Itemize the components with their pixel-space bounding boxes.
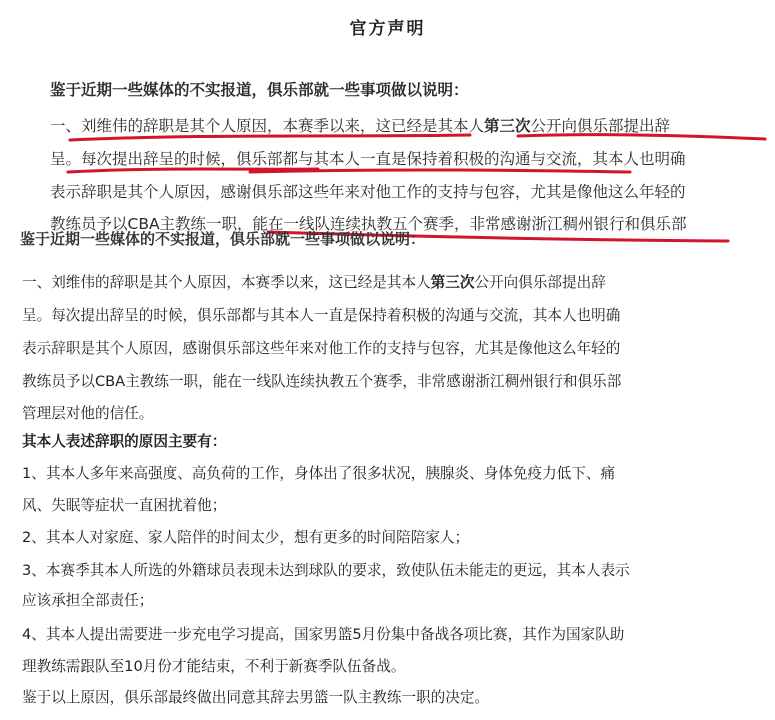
top-line-2: 呈。每次提出辞呈的时候，俱乐部都与其本人一直是保持着积极的沟通与交流，其本人也明确	[50, 150, 686, 168]
top-line-1-text: 一、刘维伟的辞职是其个人原因，本赛季以来，这已经是其本人	[50, 117, 485, 135]
top-line-1-after: 公开向俱乐部提出辞	[530, 117, 671, 135]
body-line-4: 教练员予以CBA主教练一职，能在一线队连续执教五个赛季，非常感谢浙江稠州银行和俱乐部	[22, 373, 622, 390]
body-line-1-after: 公开向俱乐部提出辞	[474, 274, 606, 291]
page-title: 官方声明	[349, 19, 426, 39]
body-line-7: 1、其本人多年来高强度、高负荷的工作，身体出了很多状况，胰腺炎、身体免疫力低下、痛	[22, 465, 616, 482]
reasons-heading: 其本人表述辞职的原因主要有：	[22, 433, 227, 450]
body-line-8: 风、失眠等症状一直困扰着他；	[22, 497, 227, 514]
red-underline-4	[250, 170, 630, 172]
top-line-1	[50, 116, 670, 136]
body-line-5: 管理层对他的信任。	[22, 405, 154, 422]
body-line-14: 鉴于以上原因，俱乐部最终做出同意其辞去男篮一队主教练一职的决定。	[22, 689, 490, 706]
intro-text: 鉴于近期一些媒体的不实报道，俱乐部就一些事项做以说明：	[50, 81, 469, 99]
red-underline-3	[68, 169, 318, 172]
annotated-excerpt	[0, 0, 775, 245]
cropped-line	[20, 230, 770, 250]
body-line-1-text: 一、刘维伟的辞职是其个人原因，本赛季以来，这已经是其本人	[22, 274, 431, 291]
top-line-4: 教练员予以CBA主教练一职，能在一线队连续执教五个赛季，非常感谢浙江稠州银行和俱乐部	[50, 215, 687, 233]
body-line-11: 应该承担全部责任；	[22, 592, 154, 609]
body-line-9: 2、其本人对家庭、家人陪伴的时间太少，想有更多的时间陪陪家人；	[22, 529, 470, 546]
body-line-1	[22, 273, 606, 293]
cropped-line-text: 鉴于近期一些媒体的不实报道，俱乐部就一些事项做以说明：	[20, 230, 426, 248]
body-line-2: 呈。每次提出辞呈的时候，俱乐部都与其本人一直是保持着积极的沟通与交流，其本人也明确	[22, 307, 621, 324]
body-line-13: 理教练需跟队至10月份才能结束，不利于新赛季队伍备战。	[22, 658, 406, 675]
top-line-1-bold: 第三次	[484, 117, 531, 135]
body-line-3: 表示辞职是其个人原因，感谢俱乐部这些年来对他工作的支持与包容，尤其是像他这么年轻的	[22, 340, 621, 357]
body-line-1-bold: 第三次	[430, 274, 475, 291]
top-line-3: 表示辞职是其个人原因，感谢俱乐部这些年来对他工作的支持与包容，尤其是像他这么年轻的	[50, 183, 686, 201]
body-line-12: 4、其本人提出需要进一步充电学习提高，国家男篮5月份集中备战各项比赛，其作为国家队助	[22, 626, 625, 643]
body-line-10: 3、本赛季其本人所选的外籍球员表现未达到球队的要求，致使队伍未能走的更远，其本人表示	[22, 562, 630, 579]
